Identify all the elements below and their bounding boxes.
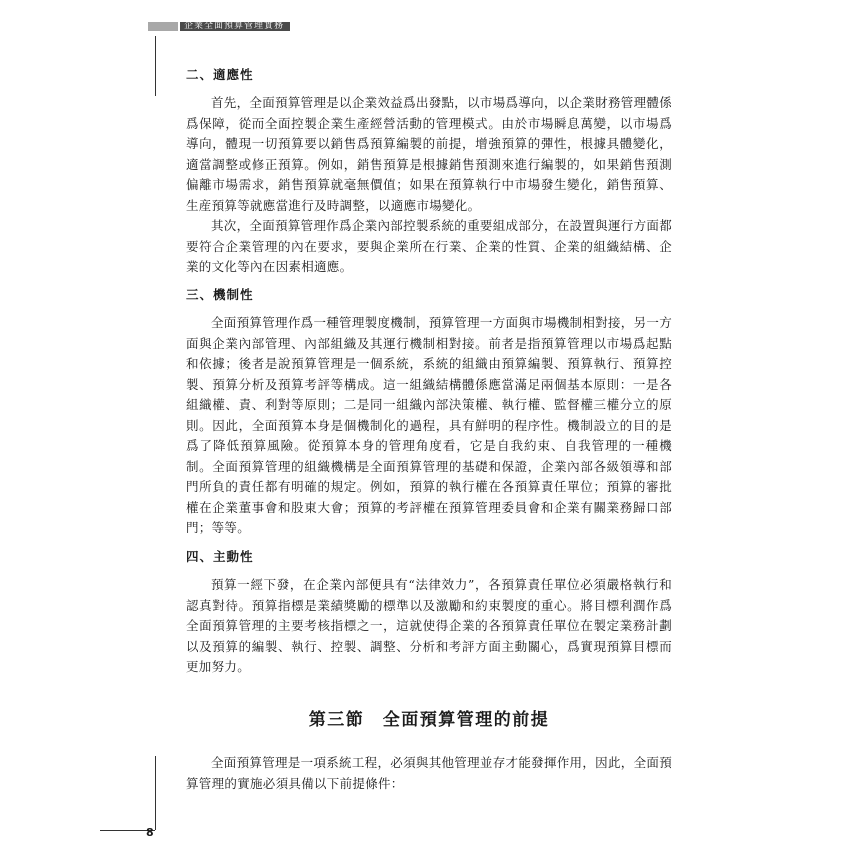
section-body-initiative (186, 575, 672, 678)
paragraph: 全面預算管理是一項系統工程，必須與其他管理並存才能發揮作用，因此，全面預算管理的實施必須具備以下前提條件： (186, 755, 672, 791)
margin-rule-bottom (155, 756, 156, 830)
chapter-intro (186, 753, 672, 794)
running-head: 企業全面預算管理實務 (184, 21, 285, 31)
paragraph: 預算一經下發，在企業內部便具有“法律效力”，各預算責任單位必須嚴格執行和認真對待。預算指標是業績獎勵的標準以及激勵和約束製度的重心。將目標利潤作爲全面預算管理的主要考核指標之一，這就使得企業的各預算責任單位在製定業務計劃以及預算的編製、執行、控製、調整、分析和考評方面主動關心，爲實現預算目標而更加努力。 (186, 577, 672, 674)
section-heading-adaptability: 二、適應性 (186, 67, 254, 82)
header-bar-decoration (148, 22, 178, 31)
margin-rule-top (155, 36, 156, 96)
section-heading-initiative: 四、主動性 (186, 549, 254, 564)
section-body-mechanism (186, 313, 672, 539)
paragraph: 首先，全面預算管理是以企業效益爲出發點，以市場爲導向，以企業財務管理體係爲保障，從而全面控製企業生產經營活動的管理模式。由於市場瞬息萬變，以市場爲導向，體現一切預算要以銷售爲預算編製的前提，增強預算的彈性，根據具體變化，適當調整或修正預算。例如，銷售預算是根據銷售預測來進行編製的，如果銷售預測偏離市場需求，銷售預算就毫無價值；如果在預算執行中市場發生變化，銷售預算、生産預算等就應當進行及時調整，以適應市場變化。 (186, 95, 672, 213)
page-number: 8 (146, 826, 154, 839)
paragraph: 全面預算管理作爲一種管理製度機制，預算管理一方面與市場機制相對接，另一方面與企業內部管理、內部組織及其運行機制相對接。前者是指預算管理以市場爲起點和依據；後者是說預算管理是一個系統，系統的組織由預算編製、預算執行、預算控製、預算分析及預算考評等構成。這一組織結構體係應當滿足兩個基本原則：一是各組織權、責、利對等原則；二是同一組織內部決策權、執行權、監督權三權分立的原則。因此，全面預算本身是個機制化的過程，具有鮮明的程序性。機制設立的目的是爲了降低預算風險。從預算本身的管理角度看，它是自我約束、自我管理的一種機制。全面預算管理的組織機構是全面預算管理的基礎和保證，企業內部各級領導和部門所負的責任都有明確的規定。例如，預算的執行權在各預算責任單位；預算的審批權在企業董事會和股東大會；預算的考評權在預算管理委員會和企業有關業務歸口部門；等等。 (186, 315, 672, 535)
section-body-adaptability (186, 93, 672, 278)
paragraph: 其次，全面預算管理作爲企業內部控製系統的重要組成部分，在設置與運行方面都要符合企業管理的內在要求，要與企業所在行業、企業的性質、企業的組織結構、企業的文化等內在因素相適應。 (186, 218, 672, 274)
section-heading-mechanism: 三、機制性 (186, 287, 254, 302)
chapter-title: 第三節 全面預算管理的前提 (308, 710, 550, 730)
